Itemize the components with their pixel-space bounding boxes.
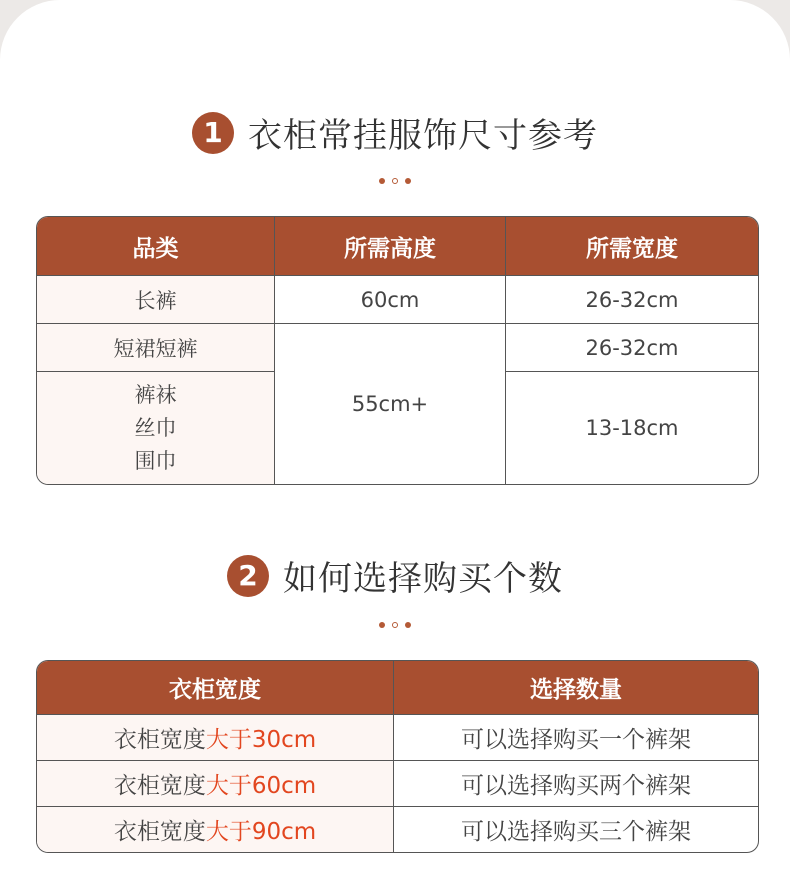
table-row [37, 275, 758, 323]
section2-dots-divider [0, 622, 790, 628]
table-row [37, 760, 758, 806]
category-cell: 长裤 [37, 275, 275, 323]
quantity-cell: 可以选择购买一个裤架 [394, 714, 758, 760]
category-cell: 短裙短裤 [37, 323, 275, 371]
wardrobe-width-cell [37, 806, 394, 852]
section1-dots-divider [0, 178, 790, 184]
table-header-row [37, 661, 758, 714]
width-cell: 26-32cm [506, 323, 758, 371]
category-cell-multiline [37, 371, 275, 484]
dot-icon [405, 178, 411, 184]
quantity-table [36, 660, 759, 853]
header-wardrobe-width: 衣柜宽度 [37, 661, 394, 714]
width-prefix: 衣柜宽度 [113, 819, 206, 845]
dot-icon [405, 622, 411, 628]
height-cell: 60cm [275, 275, 506, 323]
section1-heading [0, 108, 790, 157]
section1-title: 衣柜常挂服饰尺寸参考 [248, 116, 598, 156]
header-quantity: 选择数量 [394, 661, 758, 714]
width-prefix: 衣柜宽度 [113, 727, 206, 753]
width-highlight: 大于60cm [205, 773, 317, 799]
header-height: 所需高度 [275, 217, 506, 275]
table-row [37, 714, 758, 760]
section2-number-badge: 2 [227, 555, 269, 597]
table-header-row [37, 217, 758, 275]
size-reference-table [36, 216, 759, 485]
table-row [37, 323, 758, 371]
dot-icon [379, 178, 385, 184]
category-line: 围巾 [134, 448, 177, 473]
dot-icon [379, 622, 385, 628]
wardrobe-width-cell [37, 760, 394, 806]
section1-number-badge: 1 [192, 112, 234, 154]
width-prefix: 衣柜宽度 [113, 773, 206, 799]
height-cell: 55cm+ [275, 323, 506, 484]
dot-icon [392, 622, 398, 628]
width-highlight: 大于30cm [205, 727, 317, 753]
header-width: 所需宽度 [506, 217, 758, 275]
quantity-cell: 可以选择购买两个裤架 [394, 760, 758, 806]
category-line: 丝巾 [134, 415, 177, 440]
table-row [37, 806, 758, 852]
category-line: 裤袜 [134, 382, 177, 407]
section2-title: 如何选择购买个数 [283, 559, 563, 599]
header-category: 品类 [37, 217, 275, 275]
quantity-cell: 可以选择购买三个裤架 [394, 806, 758, 852]
width-highlight: 大于90cm [205, 819, 317, 845]
wardrobe-width-cell [37, 714, 394, 760]
width-cell: 26-32cm [506, 275, 758, 323]
dot-icon [392, 178, 398, 184]
width-cell: 13-18cm [506, 371, 758, 484]
section2-heading [0, 551, 790, 600]
